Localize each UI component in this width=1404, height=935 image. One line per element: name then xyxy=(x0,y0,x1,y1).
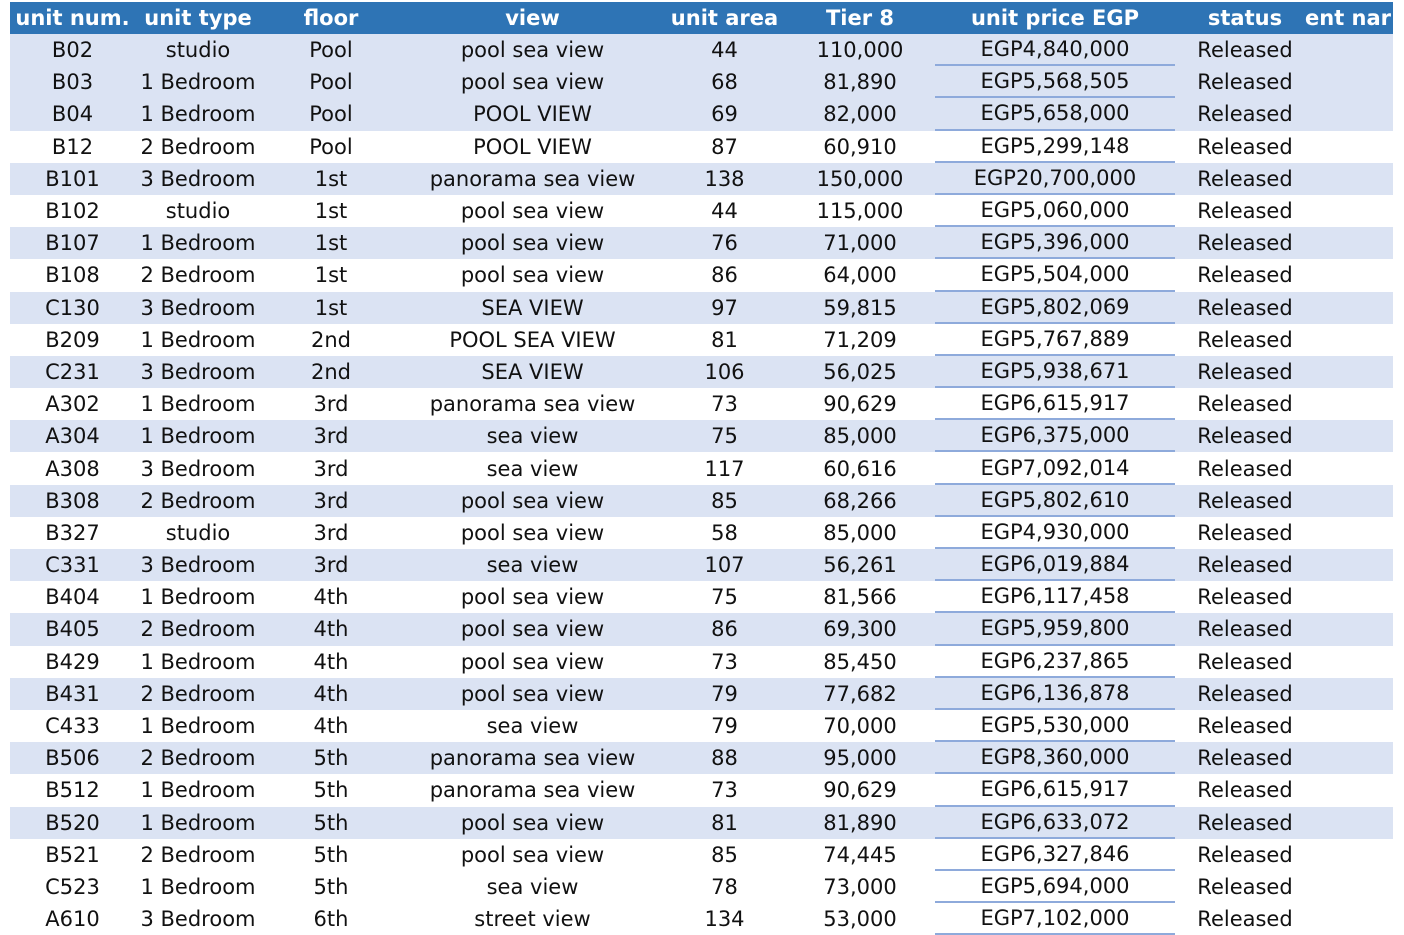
cell-status[interactable]: Released xyxy=(1197,134,1293,159)
cell-unit-type[interactable]: 3 Bedroom xyxy=(140,166,256,191)
cell-view[interactable]: pool sea view xyxy=(460,617,605,642)
cell-empty[interactable] xyxy=(1315,227,1393,259)
cell-empty[interactable] xyxy=(1315,742,1393,774)
cell-floor[interactable]: 4th xyxy=(313,681,349,706)
cell-unit-type[interactable]: 1 Bedroom xyxy=(140,649,256,674)
cell-view[interactable]: pool sea view xyxy=(460,38,605,63)
cell-unit-type[interactable]: 2 Bedroom xyxy=(140,746,256,771)
cell-tier-8[interactable]: 95,000 xyxy=(823,746,897,771)
cell-status[interactable]: Released xyxy=(1197,746,1293,771)
cell-tier-8[interactable]: 85,450 xyxy=(823,649,897,674)
cell-status[interactable]: Released xyxy=(1197,907,1293,932)
cell-unit-area[interactable]: 58 xyxy=(711,520,738,545)
cell-unit-type[interactable]: 2 Bedroom xyxy=(140,134,256,159)
cell-unit-area[interactable]: 97 xyxy=(711,295,738,320)
cell-unit-num[interactable]: B108 xyxy=(45,263,100,288)
cell-empty[interactable] xyxy=(1315,839,1393,871)
cell-unit-type[interactable]: 1 Bedroom xyxy=(140,231,256,256)
cell-unit-price[interactable]: EGP8,360,000 xyxy=(935,742,1175,774)
cell-unit-price[interactable]: EGP5,530,000 xyxy=(935,710,1175,742)
cell-unit-num[interactable]: B521 xyxy=(45,842,100,867)
cell-unit-type[interactable]: 1 Bedroom xyxy=(140,102,256,127)
cell-unit-type[interactable]: studio xyxy=(165,199,231,224)
table-row xyxy=(10,227,1393,259)
cell-tier-8[interactable]: 81,890 xyxy=(823,810,897,835)
cell-unit-price[interactable]: EGP6,615,917 xyxy=(935,388,1175,420)
cell-empty[interactable] xyxy=(1315,903,1393,935)
cell-unit-type[interactable]: 1 Bedroom xyxy=(140,424,256,449)
cell-unit-price[interactable]: EGP5,060,000 xyxy=(935,195,1175,227)
cell-tier-8[interactable]: 64,000 xyxy=(823,263,897,288)
table-row xyxy=(10,903,1393,935)
cell-unit-area[interactable]: 73 xyxy=(711,649,738,674)
cell-unit-num[interactable]: B429 xyxy=(45,649,100,674)
cell-empty[interactable] xyxy=(1315,581,1393,613)
cell-tier-8[interactable]: 59,815 xyxy=(823,295,897,320)
cell-status[interactable]: Released xyxy=(1197,327,1293,352)
cell-unit-num[interactable]: B107 xyxy=(45,231,100,256)
cell-unit-num[interactable]: B12 xyxy=(51,134,94,159)
cell-view[interactable]: SEA VIEW xyxy=(481,359,584,384)
cell-unit-price[interactable]: EGP5,938,671 xyxy=(935,356,1175,388)
cell-tier-8[interactable]: 82,000 xyxy=(823,102,897,127)
cell-floor[interactable]: 5th xyxy=(313,778,349,803)
cell-unit-area[interactable]: 73 xyxy=(711,392,738,417)
cell-unit-type[interactable]: 1 Bedroom xyxy=(140,874,256,899)
cell-unit-area[interactable]: 78 xyxy=(711,874,738,899)
cell-view[interactable]: panorama sea view xyxy=(429,746,636,771)
cell-floor[interactable]: 1st xyxy=(314,199,348,224)
cell-floor[interactable]: 3rd xyxy=(313,520,349,545)
cell-tier-8[interactable]: 150,000 xyxy=(816,166,904,191)
cell-unit-type[interactable]: 1 Bedroom xyxy=(140,585,256,610)
table-row xyxy=(10,613,1393,645)
cell-unit-num[interactable]: B327 xyxy=(45,520,100,545)
cell-status[interactable]: Released xyxy=(1197,842,1293,867)
cell-empty[interactable] xyxy=(1315,517,1393,549)
cell-floor[interactable]: 3rd xyxy=(313,456,349,481)
cell-unit-area[interactable]: 138 xyxy=(704,166,745,191)
cell-floor[interactable]: Pool xyxy=(309,102,353,127)
cell-tier-8[interactable]: 60,910 xyxy=(823,134,897,159)
cell-unit-price[interactable]: EGP5,396,000 xyxy=(935,227,1175,259)
table-row xyxy=(10,292,1393,324)
cell-empty[interactable] xyxy=(1315,131,1393,163)
cell-unit-price[interactable]: EGP6,019,884 xyxy=(935,549,1175,581)
cell-empty[interactable] xyxy=(1315,66,1393,98)
cell-unit-area[interactable]: 85 xyxy=(711,842,738,867)
table-row xyxy=(10,517,1393,549)
cell-unit-area[interactable]: 75 xyxy=(711,424,738,449)
cell-unit-type[interactable]: 2 Bedroom xyxy=(140,617,256,642)
cell-status[interactable]: Released xyxy=(1197,714,1293,739)
cell-status[interactable]: Released xyxy=(1197,38,1293,63)
cell-unit-type[interactable]: 1 Bedroom xyxy=(140,810,256,835)
cell-tier-8[interactable]: 81,566 xyxy=(823,585,897,610)
cell-unit-price[interactable]: EGP5,299,148 xyxy=(935,131,1175,163)
cell-unit-area[interactable]: 86 xyxy=(711,263,738,288)
header-clipped-label: ent nar xyxy=(1305,6,1392,30)
cell-empty[interactable] xyxy=(1315,452,1393,484)
cell-tier-8[interactable]: 71,000 xyxy=(823,231,897,256)
cell-unit-price[interactable]: EGP6,237,865 xyxy=(935,646,1175,678)
cell-unit-num[interactable]: C331 xyxy=(45,553,100,578)
cell-unit-area[interactable]: 107 xyxy=(704,553,745,578)
cell-unit-num[interactable]: A302 xyxy=(45,392,100,417)
cell-unit-price[interactable]: EGP4,840,000 xyxy=(935,34,1175,66)
cell-empty[interactable] xyxy=(1315,388,1393,420)
cell-unit-num[interactable]: B03 xyxy=(51,70,94,95)
cell-unit-type[interactable]: 3 Bedroom xyxy=(140,456,256,481)
table-row xyxy=(10,678,1393,710)
cell-unit-area[interactable]: 76 xyxy=(711,231,738,256)
header-view[interactable]: view xyxy=(505,6,560,30)
cell-empty[interactable] xyxy=(1315,195,1393,227)
cell-unit-area[interactable]: 79 xyxy=(711,714,738,739)
cell-unit-num[interactable]: C433 xyxy=(45,714,100,739)
cell-floor[interactable]: 6th xyxy=(313,907,349,932)
cell-floor[interactable]: 1st xyxy=(314,295,348,320)
cell-unit-type[interactable]: 1 Bedroom xyxy=(140,714,256,739)
cell-status[interactable]: Released xyxy=(1197,585,1293,610)
cell-empty[interactable] xyxy=(1315,98,1393,130)
cell-unit-price[interactable]: EGP5,802,610 xyxy=(935,485,1175,517)
cell-tier-8[interactable]: 115,000 xyxy=(816,199,904,224)
cell-unit-num[interactable]: B512 xyxy=(45,778,100,803)
cell-floor[interactable]: 4th xyxy=(313,714,349,739)
table-row xyxy=(10,581,1393,613)
cell-unit-price[interactable]: EGP6,117,458 xyxy=(935,581,1175,613)
cell-unit-num[interactable]: B04 xyxy=(51,102,94,127)
cell-unit-area[interactable]: 79 xyxy=(711,681,738,706)
table-row xyxy=(10,839,1393,871)
cell-view[interactable]: sea view xyxy=(486,553,579,578)
cell-unit-type[interactable]: 3 Bedroom xyxy=(140,359,256,384)
cell-view[interactable]: pool sea view xyxy=(460,585,605,610)
cell-unit-num[interactable]: B405 xyxy=(45,617,100,642)
cell-unit-area[interactable]: 88 xyxy=(711,746,738,771)
table-row xyxy=(10,195,1393,227)
cell-status[interactable]: Released xyxy=(1197,488,1293,513)
cell-status[interactable]: Released xyxy=(1197,874,1293,899)
cell-floor[interactable]: 4th xyxy=(313,649,349,674)
table-row xyxy=(10,356,1393,388)
cell-unit-type[interactable]: 1 Bedroom xyxy=(140,778,256,803)
cell-unit-num[interactable]: A610 xyxy=(45,907,100,932)
cell-floor[interactable]: 1st xyxy=(314,231,348,256)
cell-empty[interactable] xyxy=(1315,646,1393,678)
cell-status[interactable]: Released xyxy=(1197,359,1293,384)
table-row xyxy=(10,131,1393,163)
cell-floor[interactable]: 5th xyxy=(313,874,349,899)
cell-empty[interactable] xyxy=(1315,163,1393,195)
cell-status[interactable]: Released xyxy=(1197,102,1293,127)
cell-unit-price[interactable]: EGP5,568,505 xyxy=(935,66,1175,98)
cell-tier-8[interactable]: 110,000 xyxy=(816,38,904,63)
cell-status[interactable]: Released xyxy=(1197,263,1293,288)
cell-tier-8[interactable]: 71,209 xyxy=(823,327,897,352)
cell-view[interactable]: panorama sea view xyxy=(429,166,636,191)
cell-status[interactable]: Released xyxy=(1197,617,1293,642)
cell-tier-8[interactable]: 85,000 xyxy=(823,424,897,449)
header-row xyxy=(10,2,1393,34)
cell-unit-area[interactable]: 87 xyxy=(711,134,738,159)
cell-unit-type[interactable]: 2 Bedroom xyxy=(140,488,256,513)
cell-unit-num[interactable]: B308 xyxy=(45,488,100,513)
table-row xyxy=(10,163,1393,195)
cell-view[interactable]: pool sea view xyxy=(460,488,605,513)
cell-view[interactable]: pool sea view xyxy=(460,231,605,256)
cell-empty[interactable] xyxy=(1315,549,1393,581)
cell-tier-8[interactable]: 70,000 xyxy=(823,714,897,739)
cell-unit-num[interactable]: B02 xyxy=(51,38,94,63)
cell-tier-8[interactable]: 53,000 xyxy=(823,907,897,932)
cell-unit-type[interactable]: 3 Bedroom xyxy=(140,907,256,932)
cell-unit-type[interactable]: 1 Bedroom xyxy=(140,70,256,95)
header-unit-num[interactable]: unit num. xyxy=(15,6,130,30)
cell-tier-8[interactable]: 90,629 xyxy=(823,392,897,417)
cell-floor[interactable]: 1st xyxy=(314,263,348,288)
table-row xyxy=(10,66,1393,98)
cell-view[interactable]: pool sea view xyxy=(460,842,605,867)
cell-unit-num[interactable]: A308 xyxy=(45,456,100,481)
cell-empty[interactable] xyxy=(1315,485,1393,517)
cell-unit-price[interactable]: EGP20,700,000 xyxy=(935,163,1175,195)
cell-empty[interactable] xyxy=(1315,324,1393,356)
cell-unit-type[interactable]: 2 Bedroom xyxy=(140,681,256,706)
table-body xyxy=(10,34,1393,935)
cell-status[interactable]: Released xyxy=(1197,778,1293,803)
cell-unit-area[interactable]: 44 xyxy=(711,38,738,63)
cell-tier-8[interactable]: 85,000 xyxy=(823,520,897,545)
cell-unit-area[interactable]: 86 xyxy=(711,617,738,642)
cell-view[interactable]: pool sea view xyxy=(460,263,605,288)
cell-unit-area[interactable]: 81 xyxy=(711,810,738,835)
cell-status[interactable]: Released xyxy=(1197,553,1293,578)
cell-tier-8[interactable]: 56,025 xyxy=(823,359,897,384)
cell-unit-price[interactable]: EGP7,102,000 xyxy=(935,903,1175,935)
cell-unit-num[interactable]: B404 xyxy=(45,585,100,610)
cell-floor[interactable]: 1st xyxy=(314,166,348,191)
cell-status[interactable]: Released xyxy=(1197,810,1293,835)
cell-floor[interactable]: 3rd xyxy=(313,488,349,513)
cell-view[interactable]: pool sea view xyxy=(460,70,605,95)
cell-unit-price[interactable]: EGP5,767,889 xyxy=(935,324,1175,356)
table-row xyxy=(10,710,1393,742)
cell-unit-area[interactable]: 117 xyxy=(704,456,745,481)
cell-floor[interactable]: 3rd xyxy=(313,424,349,449)
cell-tier-8[interactable]: 73,000 xyxy=(823,874,897,899)
cell-unit-price[interactable]: EGP5,658,000 xyxy=(935,98,1175,130)
cell-view[interactable]: sea view xyxy=(486,456,579,481)
cell-floor[interactable]: 5th xyxy=(313,810,349,835)
cell-unit-area[interactable]: 69 xyxy=(711,102,738,127)
cell-unit-area[interactable]: 68 xyxy=(711,70,738,95)
cell-empty[interactable] xyxy=(1315,613,1393,645)
cell-empty[interactable] xyxy=(1315,774,1393,806)
cell-unit-area[interactable]: 85 xyxy=(711,488,738,513)
cell-view[interactable]: panorama sea view xyxy=(429,778,636,803)
cell-unit-price[interactable]: EGP5,504,000 xyxy=(935,259,1175,291)
header-unit-area[interactable]: unit area xyxy=(670,6,779,30)
cell-view[interactable]: sea view xyxy=(486,874,579,899)
cell-unit-type[interactable]: 3 Bedroom xyxy=(140,553,256,578)
cell-empty[interactable] xyxy=(1315,710,1393,742)
spreadsheet-table xyxy=(10,2,1393,935)
table-row xyxy=(10,549,1393,581)
table-row xyxy=(10,742,1393,774)
cell-unit-type[interactable]: studio xyxy=(165,520,231,545)
cell-unit-area[interactable]: 106 xyxy=(704,359,745,384)
cell-tier-8[interactable]: 81,890 xyxy=(823,70,897,95)
cell-unit-num[interactable]: C523 xyxy=(45,874,100,899)
cell-status[interactable]: Released xyxy=(1197,520,1293,545)
header-tier-8[interactable]: Tier 8 xyxy=(825,6,895,30)
table-row xyxy=(10,98,1393,130)
cell-empty[interactable] xyxy=(1315,871,1393,903)
cell-floor[interactable]: Pool xyxy=(309,38,353,63)
cell-status[interactable]: Released xyxy=(1197,649,1293,674)
cell-unit-price[interactable]: EGP6,375,000 xyxy=(935,420,1175,452)
cell-unit-type[interactable]: 3 Bedroom xyxy=(140,295,256,320)
cell-status[interactable]: Released xyxy=(1197,681,1293,706)
cell-unit-num[interactable]: B431 xyxy=(45,681,100,706)
cell-status[interactable]: Released xyxy=(1197,392,1293,417)
cell-unit-type[interactable]: studio xyxy=(165,38,231,63)
header-status[interactable]: status xyxy=(1207,6,1283,30)
cell-tier-8[interactable]: 90,629 xyxy=(823,778,897,803)
table-row xyxy=(10,807,1393,839)
cell-floor[interactable]: 4th xyxy=(313,617,349,642)
cell-unit-num[interactable]: B101 xyxy=(45,166,100,191)
table-row xyxy=(10,871,1393,903)
cell-view[interactable]: pool sea view xyxy=(460,520,605,545)
cell-status[interactable]: Released xyxy=(1197,295,1293,320)
cell-unit-price[interactable]: EGP5,959,800 xyxy=(935,613,1175,645)
cell-unit-num[interactable]: B506 xyxy=(45,746,100,771)
cell-unit-price[interactable]: EGP6,615,917 xyxy=(935,774,1175,806)
cell-empty[interactable] xyxy=(1315,292,1393,324)
cell-empty[interactable] xyxy=(1315,259,1393,291)
table-row xyxy=(10,34,1393,66)
cell-view[interactable]: sea view xyxy=(486,714,579,739)
cell-tier-8[interactable]: 77,682 xyxy=(823,681,897,706)
cell-floor[interactable]: 5th xyxy=(313,842,349,867)
cell-tier-8[interactable]: 60,616 xyxy=(823,456,897,481)
cell-status[interactable]: Released xyxy=(1197,424,1293,449)
cell-empty[interactable] xyxy=(1315,678,1393,710)
cell-view[interactable]: SEA VIEW xyxy=(481,295,584,320)
cell-unit-price[interactable]: EGP6,327,846 xyxy=(935,839,1175,871)
cell-floor[interactable]: 3rd xyxy=(313,392,349,417)
cell-floor[interactable]: 2nd xyxy=(310,359,351,384)
header-unit-type[interactable]: unit type xyxy=(144,6,252,30)
cell-view[interactable]: sea view xyxy=(486,424,579,449)
header-clipped-column[interactable] xyxy=(1305,2,1393,34)
cell-unit-num[interactable]: B209 xyxy=(45,327,100,352)
cell-unit-area[interactable]: 44 xyxy=(711,199,738,224)
cell-unit-area[interactable]: 134 xyxy=(704,907,745,932)
cell-floor[interactable]: Pool xyxy=(309,70,353,95)
cell-unit-price[interactable]: EGP4,930,000 xyxy=(935,517,1175,549)
cell-tier-8[interactable]: 68,266 xyxy=(823,488,897,513)
cell-unit-price[interactable]: EGP6,633,072 xyxy=(935,807,1175,839)
cell-view[interactable]: pool sea view xyxy=(460,649,605,674)
table-row xyxy=(10,324,1393,356)
cell-view[interactable]: street view xyxy=(474,907,591,932)
cell-unit-num[interactable]: C231 xyxy=(45,359,100,384)
cell-tier-8[interactable]: 74,445 xyxy=(823,842,897,867)
cell-unit-area[interactable]: 73 xyxy=(711,778,738,803)
cell-empty[interactable] xyxy=(1315,420,1393,452)
cell-unit-num[interactable]: B102 xyxy=(45,199,100,224)
cell-view[interactable]: pool sea view xyxy=(460,199,605,224)
table-row xyxy=(10,452,1393,484)
cell-floor[interactable]: 2nd xyxy=(310,327,351,352)
header-floor[interactable]: floor xyxy=(303,6,359,30)
cell-unit-num[interactable]: C130 xyxy=(45,295,100,320)
table-row xyxy=(10,420,1393,452)
cell-empty[interactable] xyxy=(1315,356,1393,388)
cell-unit-type[interactable]: 1 Bedroom xyxy=(140,327,256,352)
cell-status[interactable]: Released xyxy=(1197,456,1293,481)
cell-view[interactable]: pool sea view xyxy=(460,681,605,706)
cell-status[interactable]: Released xyxy=(1197,199,1293,224)
cell-view[interactable]: panorama sea view xyxy=(429,392,636,417)
cell-unit-price[interactable]: EGP5,694,000 xyxy=(935,871,1175,903)
cell-unit-type[interactable]: 1 Bedroom xyxy=(140,392,256,417)
cell-view[interactable]: pool sea view xyxy=(460,810,605,835)
cell-unit-area[interactable]: 81 xyxy=(711,327,738,352)
cell-view[interactable]: POOL SEA VIEW xyxy=(449,327,616,352)
table-row xyxy=(10,774,1393,806)
cell-status[interactable]: Released xyxy=(1197,70,1293,95)
table-row xyxy=(10,646,1393,678)
cell-tier-8[interactable]: 56,261 xyxy=(823,553,897,578)
cell-floor[interactable]: 4th xyxy=(313,585,349,610)
cell-unit-type[interactable]: 2 Bedroom xyxy=(140,842,256,867)
cell-unit-type[interactable]: 2 Bedroom xyxy=(140,263,256,288)
cell-tier-8[interactable]: 69,300 xyxy=(823,617,897,642)
table-row xyxy=(10,388,1393,420)
cell-unit-area[interactable]: 75 xyxy=(711,585,738,610)
header-unit-price[interactable]: unit price EGP xyxy=(970,6,1139,30)
table-row xyxy=(10,485,1393,517)
cell-floor[interactable]: Pool xyxy=(309,134,353,159)
cell-status[interactable]: Released xyxy=(1197,231,1293,256)
cell-status[interactable]: Released xyxy=(1197,166,1293,191)
cell-floor[interactable]: 3rd xyxy=(313,553,349,578)
cell-empty[interactable] xyxy=(1315,807,1393,839)
cell-floor[interactable]: 5th xyxy=(313,746,349,771)
cell-unit-price[interactable]: EGP5,802,069 xyxy=(935,292,1175,324)
cell-unit-num[interactable]: A304 xyxy=(45,424,100,449)
cell-empty[interactable] xyxy=(1315,34,1393,66)
cell-view[interactable]: POOL VIEW xyxy=(473,134,592,159)
cell-unit-price[interactable]: EGP6,136,878 xyxy=(935,678,1175,710)
cell-unit-num[interactable]: B520 xyxy=(45,810,100,835)
cell-view[interactable]: POOL VIEW xyxy=(473,102,592,127)
table-row xyxy=(10,259,1393,291)
cell-unit-price[interactable]: EGP7,092,014 xyxy=(935,452,1175,484)
